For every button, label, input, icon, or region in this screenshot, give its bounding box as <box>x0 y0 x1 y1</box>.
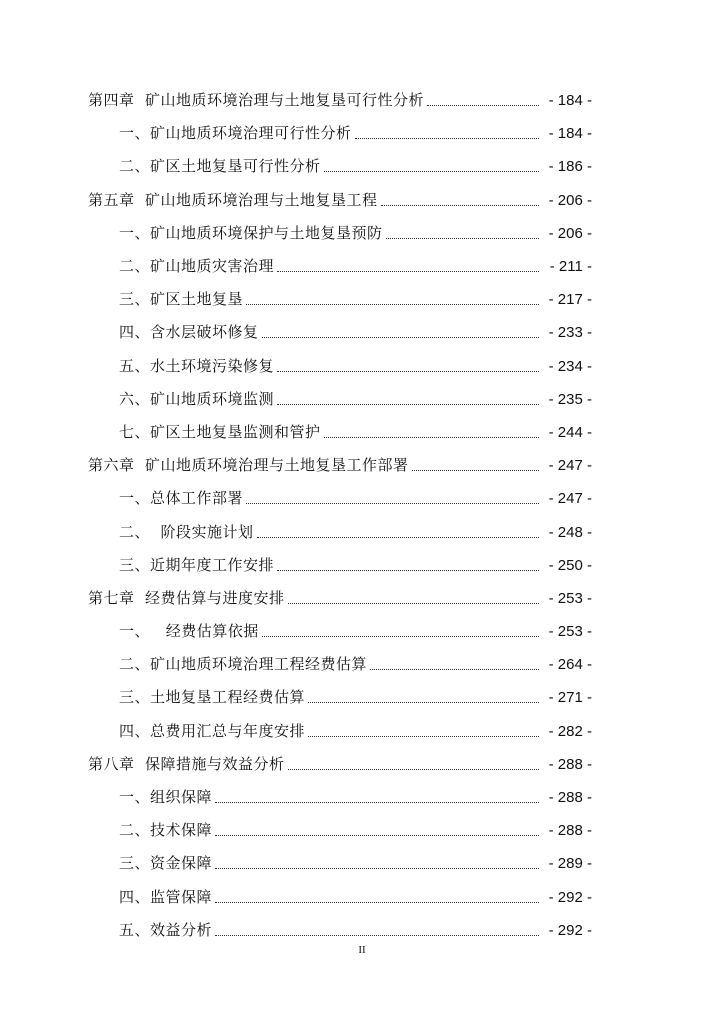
toc-entry[interactable] <box>0 847 724 880</box>
toc-entry-title: 三、近期年度工作安排 <box>119 555 275 574</box>
toc-entry[interactable] <box>0 648 724 681</box>
dot-leader <box>427 105 539 106</box>
toc-entry[interactable] <box>0 383 724 416</box>
toc-entry[interactable] <box>0 582 724 615</box>
toc-entry-page: - 184 - <box>548 125 592 143</box>
toc-entry-page: - 233 - <box>548 324 592 342</box>
toc-entry-title: 五、水土环境污染修复 <box>119 356 275 375</box>
toc-entry-title: 四、监管保障 <box>119 887 213 906</box>
dot-leader <box>381 205 539 206</box>
dot-leader <box>308 736 539 737</box>
dot-leader <box>288 603 539 604</box>
toc-entry-title: 一、总体工作部署 <box>119 489 244 508</box>
toc-entry-page: - 288 - <box>548 755 592 773</box>
toc-entry-title: 二、矿山地质环境治理工程经费估算 <box>119 655 368 674</box>
dot-leader <box>215 802 539 803</box>
dot-leader <box>215 935 539 936</box>
dot-leader <box>324 171 539 172</box>
toc-entry[interactable] <box>0 748 724 781</box>
toc-entry-page: - 253 - <box>548 623 592 641</box>
toc-entry[interactable] <box>0 449 724 482</box>
toc-entry-page: - 271 - <box>548 689 592 707</box>
dot-leader <box>277 371 539 372</box>
toc-entry-page: - 211 - <box>549 258 592 276</box>
dot-leader <box>277 570 539 571</box>
toc-entry-title: 一、矿山地质环境保护与土地复垦预防 <box>119 223 383 242</box>
toc-entry-page: - 289 - <box>548 855 592 873</box>
toc-entry[interactable] <box>0 117 724 150</box>
dot-leader <box>246 503 539 504</box>
page-number-footer: II <box>358 944 366 956</box>
toc-entry-page: - 288 - <box>548 822 592 840</box>
dot-leader <box>277 271 539 272</box>
toc-entry-page: - 184 - <box>548 92 592 110</box>
toc-entry-page: - 234 - <box>548 357 592 375</box>
toc-entry-page: - 217 - <box>548 291 592 309</box>
dot-leader <box>215 902 539 903</box>
dot-leader <box>412 470 539 471</box>
toc-entry-page: - 288 - <box>548 789 592 807</box>
toc-entry[interactable] <box>0 814 724 847</box>
toc-entry-page: - 248 - <box>548 523 592 541</box>
toc-entry-title: 第七章 经费估算与进度安排 <box>88 588 285 607</box>
dot-leader <box>262 337 539 338</box>
toc-entry[interactable] <box>0 515 724 548</box>
toc-entry-page: - 264 - <box>548 656 592 674</box>
toc-entry[interactable] <box>0 350 724 383</box>
toc-entry[interactable] <box>0 84 724 117</box>
toc-entry-title: 一、组织保障 <box>119 788 213 807</box>
dot-leader <box>288 769 539 770</box>
toc-entry-title: 三、矿区土地复垦 <box>119 290 244 309</box>
dot-leader <box>308 702 539 703</box>
toc-entry[interactable] <box>0 316 724 349</box>
toc-entry-page: - 186 - <box>548 158 592 176</box>
toc-entry-page: - 282 - <box>548 722 592 740</box>
toc-entry-title: 四、含水层破坏修复 <box>119 323 259 342</box>
toc-entry-title: 第五章 矿山地质环境治理与土地复垦工程 <box>88 190 378 209</box>
dot-leader <box>246 304 539 305</box>
toc-entry[interactable] <box>0 615 724 648</box>
dot-leader <box>262 636 539 637</box>
toc-entry-title: 一、矿山地质环境治理可行性分析 <box>119 124 352 143</box>
dot-leader <box>257 537 539 538</box>
toc-entry-title: 六、矿山地质环境监测 <box>119 389 275 408</box>
toc-entry[interactable] <box>0 549 724 582</box>
toc-entry-title: 第四章 矿山地质环境治理与土地复垦可行性分析 <box>88 91 425 110</box>
toc-entry[interactable] <box>0 715 724 748</box>
toc-entry[interactable] <box>0 482 724 515</box>
dot-leader <box>355 138 539 139</box>
toc-entry-title: 二、矿区土地复垦可行性分析 <box>119 157 321 176</box>
toc-entry[interactable] <box>0 250 724 283</box>
toc-entry[interactable] <box>0 283 724 316</box>
toc-entry[interactable] <box>0 184 724 217</box>
toc-entry-title: 五、效益分析 <box>119 920 213 939</box>
toc-entry-page: - 247 - <box>548 457 592 475</box>
toc-entry-page: - 206 - <box>548 191 592 209</box>
dot-leader <box>215 868 539 869</box>
toc-entry-page: - 250 - <box>548 556 592 574</box>
toc-entry-title: 三、资金保障 <box>119 854 213 873</box>
dot-leader <box>215 835 539 836</box>
toc-entry-title: 第八章 保障措施与效益分析 <box>88 754 285 773</box>
dot-leader <box>324 437 539 438</box>
toc-entry-title: 四、总费用汇总与年度安排 <box>119 721 306 740</box>
toc-entry-page: - 253 - <box>548 589 592 607</box>
toc-entry-page: - 206 - <box>548 224 592 242</box>
toc-entry-title: 七、矿区土地复垦监测和管护 <box>119 422 321 441</box>
dot-leader <box>370 669 539 670</box>
toc-entry-page: - 235 - <box>548 390 592 408</box>
dot-leader <box>277 404 539 405</box>
toc-entry-title: 三、土地复垦工程经费估算 <box>119 688 306 707</box>
toc-entry-page: - 292 - <box>548 888 592 906</box>
table-of-contents <box>0 84 724 947</box>
toc-entry-page: - 247 - <box>548 490 592 508</box>
toc-entry[interactable] <box>0 217 724 250</box>
toc-entry[interactable] <box>0 914 724 947</box>
toc-entry[interactable] <box>0 416 724 449</box>
toc-entry-title: 一、 经费估算依据 <box>119 622 259 641</box>
toc-entry-title: 第六章 矿山地质环境治理与土地复垦工作部署 <box>88 456 409 475</box>
toc-entry-title: 二、 阶段实施计划 <box>119 522 254 541</box>
dot-leader <box>386 238 539 239</box>
toc-entry[interactable] <box>0 781 724 814</box>
toc-entry[interactable] <box>0 881 724 914</box>
toc-entry[interactable] <box>0 150 724 183</box>
toc-entry-page: - 244 - <box>548 423 592 441</box>
toc-entry[interactable] <box>0 681 724 714</box>
toc-entry-title: 二、技术保障 <box>119 821 213 840</box>
toc-entry-page: - 292 - <box>548 921 592 939</box>
toc-entry-title: 二、矿山地质灾害治理 <box>119 257 275 276</box>
